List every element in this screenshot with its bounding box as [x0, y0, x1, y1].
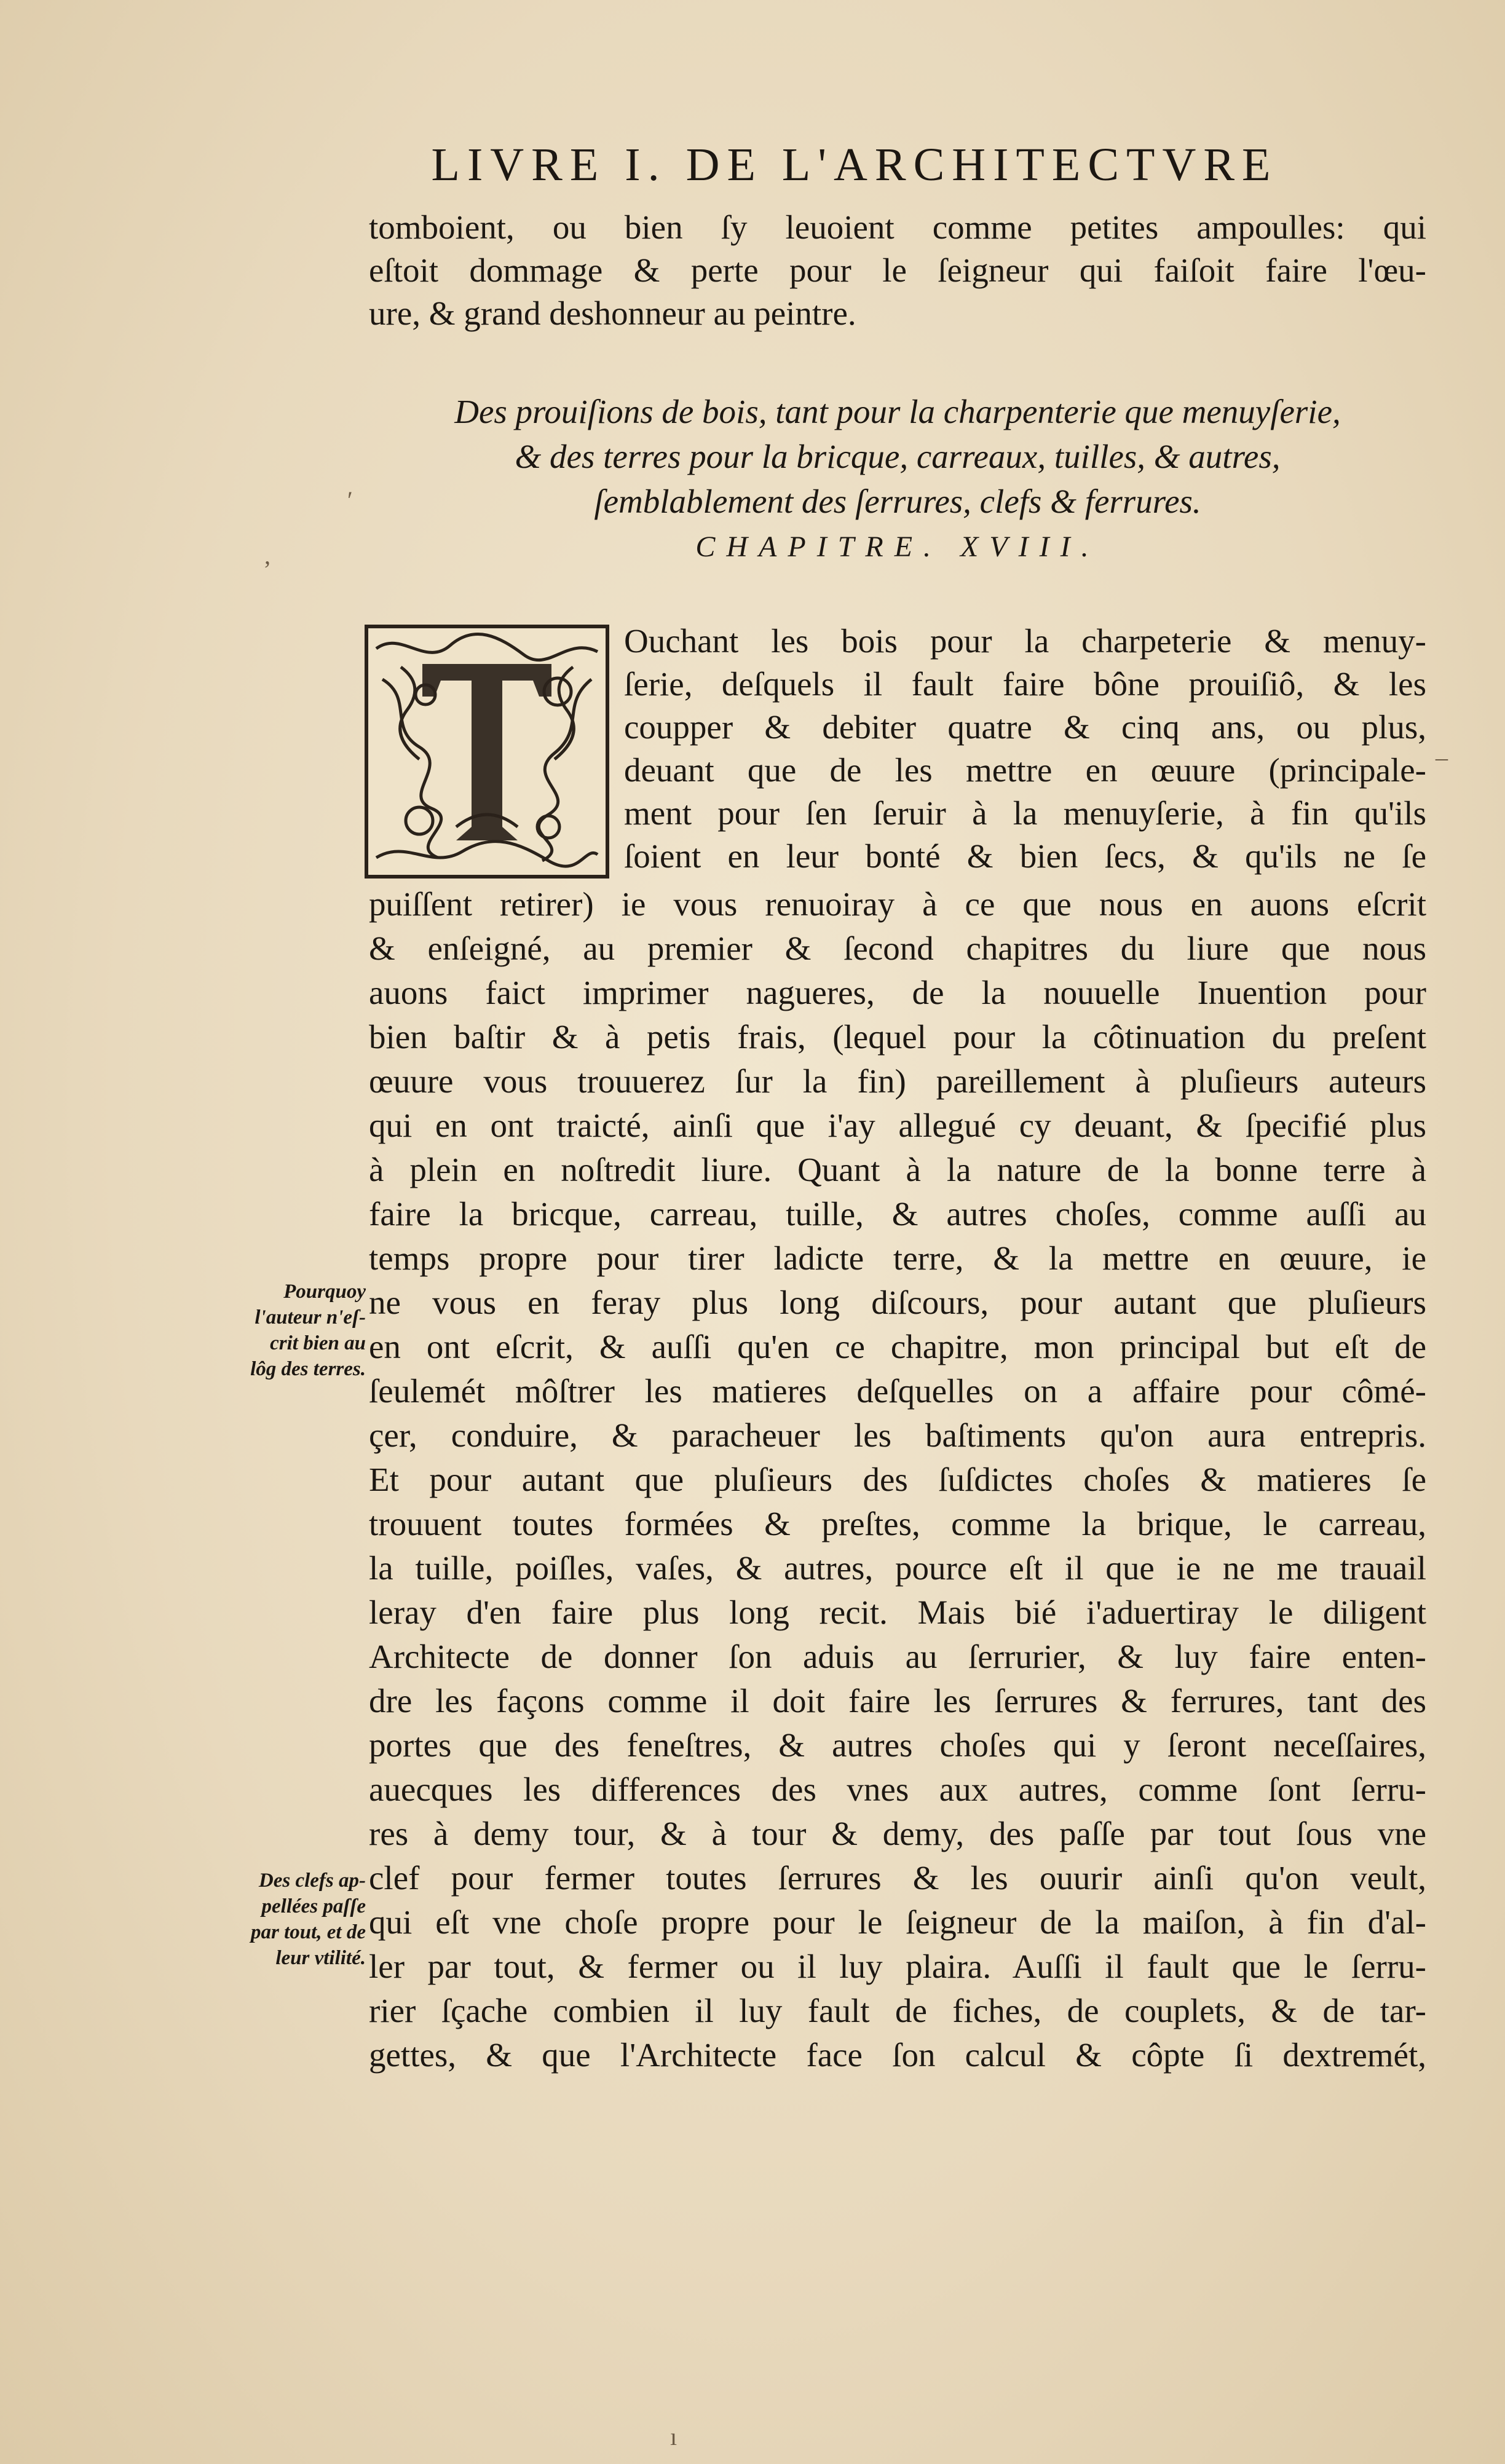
stray-mark: ı [670, 2423, 677, 2450]
text-line: Et pour autant que pluſieurs des ſuſdictes choſes & matieres ſe [369, 1461, 1426, 1498]
text-line: ler par tout, & fermer ou il luy plaira. Auſſi il fault que le ſerru- [369, 1948, 1426, 1985]
text-line: faire la bricque, carreau, tuille, & autres choſes, comme auſſi au [369, 1195, 1426, 1233]
margin-note-line: pellées paſſe [261, 1895, 366, 1917]
margin-note-line: par tout, et de [251, 1921, 366, 1943]
chapter-title-line: & des terres pour la bricque, carreaux, tuilles, & autres, [515, 438, 1281, 475]
text-line: en ont eſcrit, & auſſi qu'en ce chapitre, mon principal but eſt de [369, 1328, 1426, 1365]
margin-note [206, 1868, 366, 1971]
text-line: puiſſent retirer) ie vous renuoiray à ce que nous en auons eſcrit [369, 885, 1426, 923]
text-line: la tuille, poiſles, vaſes, & autres, pource eſt il que ie ne me trauail [369, 1549, 1426, 1587]
text-line: bien baſtir & à petis frais, (lequel pour la côtinuation du preſent [369, 1018, 1426, 1056]
text-line: ſeulemét môſtrer les matieres deſquelles on a affaire pour cômé- [369, 1372, 1426, 1410]
text-line: leray d'en faire plus long recit. Mais bié i'aduertiray le diligent [369, 1593, 1426, 1631]
margin-note-line: Des clefs ap- [258, 1870, 366, 1892]
running-head: LIVRE I. DE L'ARCHITECTVRE [431, 139, 1278, 191]
text-line: eſtoit dommage & perte pour le ſeigneur qui faiſoit faire l'œu- [369, 251, 1426, 289]
text-line: res à demy tour, & à tour & demy, des paſſe par tout ſous vne [369, 1815, 1426, 1852]
margin-note-line: Pourquoy [283, 1281, 366, 1303]
stray-mark: ′ [347, 486, 353, 514]
decorated-initial-image [364, 624, 610, 879]
text-line: auecques les differences des vnes aux autres, comme ſont ſerru- [369, 1771, 1426, 1808]
stray-mark: _ [1436, 735, 1448, 763]
text-line: ne vous en feray plus long diſcours, pour autant que pluſieurs [369, 1284, 1426, 1321]
chapter-number: CHAPITRE. XVIII. [695, 531, 1100, 563]
text-line: çer, conduire, & paracheuer les baſtiments qu'on aura entrepris. [369, 1416, 1426, 1454]
text-line: & enſeigné, au premier & ſecond chapitres du liure que nous [369, 930, 1426, 967]
text-line: coupper & debiter quatre & cinq ans, ou plus, [624, 708, 1426, 746]
text-line: qui en ont traicté, ainſi que i'ay allegué cy deuant, & ſpecifié plus [369, 1107, 1426, 1144]
text-line: auons faict imprimer nagueres, de la nouuelle Inuention pour [369, 974, 1426, 1011]
margin-note [206, 1279, 366, 1382]
text-line: trouuent toutes formées & preſtes, comme la brique, le carreau, [369, 1505, 1426, 1542]
text-line: clef pour fermer toutes ſerrures & les ouurir ainſi qu'on veult, [369, 1859, 1426, 1897]
text-line: à plein en noſtredit liure. Quant à la nature de la bonne terre à [369, 1151, 1426, 1188]
text-line: Architecte de donner ſon aduis au ſerrurier, & luy faire enten- [369, 1638, 1426, 1675]
text-line: ſoient en leur bonté & bien ſecs, & qu'ils ne ſe [624, 837, 1426, 875]
text-line: ſerie, deſquels il fault faire bône prouiſiô, & les [624, 665, 1426, 703]
margin-note-line: lôg des terres. [250, 1358, 366, 1380]
margin-note-line: l'auteur n'eſ- [255, 1306, 366, 1329]
text-line: ure, & grand deshonneur au peintre. [369, 294, 856, 332]
text-line: rier ſçache combien il luy fault de fiches, de couplets, & de tar- [369, 1992, 1426, 2029]
text-line: ment pour ſen ſeruir à la menuyſerie, à fin qu'ils [624, 794, 1426, 832]
chapter-title-line: Des prouiſions de bois, tant pour la charpenterie que menuyſerie, [454, 393, 1341, 430]
text-line: tomboient, ou bien ſy leuoient comme petites ampoulles: qui [369, 208, 1426, 246]
margin-note-line: leur vtilité. [275, 1947, 366, 1969]
text-line: Ouchant les bois pour la charpeterie & menuy- [624, 622, 1426, 660]
stray-mark: , [264, 542, 271, 569]
text-line: portes que des feneſtres, & autres choſes qui y ſeront neceſſaires, [369, 1726, 1426, 1764]
text-line: deuant que de les mettre en œuure (principale- [624, 751, 1426, 789]
text-line: dre les façons comme il doit faire les ſerrures & ferrures, tant des [369, 1682, 1426, 1720]
text-line: qui eſt vne choſe propre pour le ſeigneur de la maiſon, à fin d'al- [369, 1903, 1426, 1941]
text-line: temps propre pour tirer ladicte terre, & la mettre en œuure, ie [369, 1239, 1426, 1277]
text-line: gettes, & que l'Architecte face ſon calcul & côpte ſi dextremét, [369, 2036, 1426, 2074]
margin-note-line: crit bien au [270, 1332, 366, 1354]
chapter-title-line: ſemblablement des ſerrures, clefs & ferrures. [594, 483, 1201, 520]
text-line: œuure vous trouuerez ſur la fin) pareillement à pluſieurs auteurs [369, 1062, 1426, 1100]
